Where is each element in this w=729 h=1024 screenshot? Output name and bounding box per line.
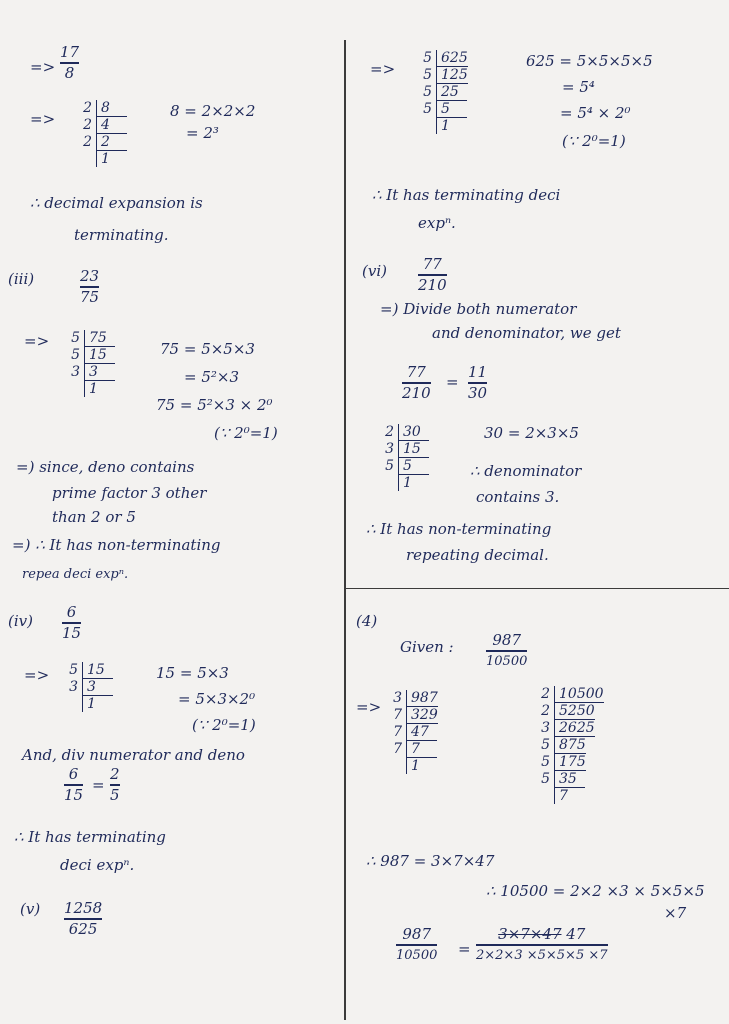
division-ladder-30 [374,424,429,491]
result: ×7 [664,904,687,922]
denominator: 30 [468,383,488,402]
fraction-11-30 [468,364,487,402]
ladder-row [412,118,468,134]
equation: 8 = 2×2×2 [170,102,256,120]
arrow: => [24,332,50,350]
conclusion: ∴ It has terminating deci [372,186,561,204]
quotient: 5250 [555,703,595,720]
quotient: 10500 [555,686,604,703]
statement: =) Divide both numerator [380,300,577,318]
divisor: 2 [72,134,97,151]
divisor [412,118,437,134]
column-divider [344,40,346,1020]
ladder-row [72,151,127,167]
denominator: 75 [80,287,100,306]
denominator: 210 [402,383,431,402]
denominator: 10500 [396,947,438,963]
quotient: 5 [399,458,429,475]
division-ladder-75 [60,330,115,397]
ladder-row [60,364,115,381]
result: ∴ 987 = 3×7×47 [366,852,495,870]
ladder-row [374,458,429,475]
ladder-row [382,707,438,724]
equation: (∵ 2⁰=1) [562,132,626,150]
numerator: 6 [66,603,77,621]
quotient: 4 [97,117,127,134]
statement: And, div numerator and deno [22,746,245,764]
divisor: 7 [382,741,407,758]
divisor [374,475,399,491]
conclusion: =) ∴ It has non-terminating [12,536,221,554]
numerator: 23 [80,267,100,285]
numerator: 77 [406,363,426,381]
divisor: 5 [412,67,437,84]
quotient: 2625 [555,720,595,737]
arrow: => [24,666,50,684]
numerator: 77 [422,255,442,273]
numerator: 987 [492,631,521,649]
division-ladder-10500 [530,686,604,804]
simplified-fraction [476,926,608,964]
ladder-row [382,758,438,774]
ladder-row [60,330,115,347]
conclusion: repea deci expⁿ. [22,567,129,582]
equation: 75 = 5×5×3 [160,340,255,358]
divisor: 3 [60,364,85,381]
quotient: 75 [85,330,115,347]
statement: and denominator, we get [432,324,621,342]
equation: 625 = 5×5×5×5 [526,52,653,70]
fraction-6-15 [64,766,83,804]
divisor: 2 [72,117,97,134]
ladder-row [60,347,115,364]
ladder-row [530,720,604,737]
arrow: => [30,58,56,76]
divisor: 5 [412,84,437,101]
equation: = 5²×3 [184,368,240,386]
result: ∴ 10500 = 2×2 ×3 × 5×5×5 [486,882,705,900]
equation: (∵ 2⁰=1) [192,716,256,734]
divisor: 3 [58,679,83,696]
divisor [72,151,97,167]
quotient: 987 [407,690,438,707]
ladder-row [530,771,604,788]
fraction-17-8 [60,44,79,82]
ladder-row [374,424,429,441]
division-ladder-8 [72,100,127,167]
quotient: 125 [437,67,468,84]
equation: 30 = 2×3×5 [484,424,579,442]
quotient: 3 [83,679,113,696]
cancelled-factors: 3×7×47 [498,925,562,943]
ladder-row [374,475,429,491]
ladder-row [530,686,604,703]
remaining-factor: 47 [566,925,586,943]
conclusion: ∴ decimal expansion is [30,194,203,212]
ladder-row [72,134,127,151]
divisor: 5 [530,771,555,788]
denominator: 625 [68,919,98,938]
ladder-row [72,100,127,117]
divisor: 7 [382,707,407,724]
part-label: (vi) [362,262,387,280]
ladder-row [60,381,115,397]
quotient: 7 [407,741,437,758]
equals-sign: = [92,776,105,794]
divisor: 5 [58,662,83,679]
fraction-2-5 [110,766,120,804]
numerator: 17 [60,43,80,61]
reason: =) since, deno contains [16,458,195,476]
ladder-row [412,50,468,67]
equation: = 5×3×2⁰ [178,690,256,708]
division-ladder-987 [382,690,438,774]
divisor [60,381,85,397]
quotient: 5 [437,101,467,118]
part-label: (v) [20,900,41,918]
divisor: 5 [60,330,85,347]
ladder-row [374,441,429,458]
ladder-row [58,662,113,679]
ladder-row [58,679,113,696]
quotient: 30 [399,424,429,441]
divisor: 5 [412,50,437,67]
equation: (∵ 2⁰=1) [214,424,278,442]
fraction-987-10500 [486,632,527,670]
equation: = 5⁴ [562,78,595,96]
denominator: 8 [64,63,75,82]
numerator: 987 [402,925,431,943]
divisor: 5 [412,101,437,118]
denominator: 210 [418,275,447,294]
quotient: 7 [559,788,568,804]
reason: than 2 or 5 [52,508,136,526]
conclusion: repeating decimal. [406,546,549,564]
divisor: 5 [60,347,85,364]
denominator: 10500 [486,653,528,669]
divisor [382,758,407,774]
divisor: 5 [530,737,555,754]
conclusion: expⁿ. [418,214,456,232]
fraction-77-210 [418,256,447,294]
numerator: 6 [68,765,79,783]
part-label: (iv) [8,612,33,630]
equation: = 5⁴ × 2⁰ [560,104,631,122]
ladder-row [530,737,604,754]
numerator: 11 [468,363,488,381]
divisor: 3 [382,690,407,707]
quotient: 1 [101,151,110,167]
divisor: 3 [374,441,399,458]
numerator [498,926,585,943]
quotient: 1 [403,475,412,491]
ladder-row [382,690,438,707]
ladder-row [412,67,468,84]
quotient: 175 [555,754,586,771]
divisor: 5 [530,754,555,771]
quotient: 625 [437,50,468,67]
equation: 75 = 5²×3 × 2⁰ [156,396,273,414]
quotient: 875 [555,737,586,754]
ladder-row [412,84,468,101]
part-label: (iii) [8,270,35,288]
fraction-23-75 [80,268,99,306]
quotient: 3 [85,364,115,381]
fraction-77-210 [402,364,431,402]
equation: = 2³ [186,124,219,142]
reason: prime factor 3 other [52,484,207,502]
quotient: 8 [97,100,127,117]
quotient: 15 [83,662,113,679]
denominator: 15 [62,623,82,642]
equals-sign: = [446,373,459,391]
given-label: Given : [400,638,454,656]
divisor: 2 [530,686,555,703]
arrow: => [30,110,56,128]
denominator: 2×2×3 ×5×5×5 ×7 [476,947,608,963]
divisor: 2 [72,100,97,117]
quotient: 35 [555,771,585,788]
conclusion: ∴ It has terminating [14,828,166,846]
section-divider [346,588,729,589]
fraction-987-10500 [396,926,437,964]
quotient: 1 [87,696,96,712]
question-label: (4) [356,612,378,630]
quotient: 1 [411,758,420,774]
quotient: 1 [89,381,98,397]
arrow: => [370,60,396,78]
division-ladder-625 [412,50,468,134]
ladder-row [530,788,604,804]
divisor [58,696,83,712]
reason: contains 3. [476,488,560,506]
ladder-row [382,724,438,741]
equals-sign: = [458,940,471,958]
ladder-row [412,101,468,118]
equation: 15 = 5×3 [156,664,229,682]
quotient: 15 [399,441,429,458]
divisor: 7 [382,724,407,741]
quotient: 329 [407,707,438,724]
arrow: => [356,698,382,716]
quotient: 2 [97,134,127,151]
divisor: 2 [374,424,399,441]
divisor: 2 [530,703,555,720]
ladder-row [530,703,604,720]
numerator: 1258 [64,899,103,917]
division-ladder-15 [58,662,113,712]
divisor [530,788,555,804]
ladder-row [530,754,604,771]
quotient: 15 [85,347,115,364]
fraction-1258-625 [64,900,102,938]
fraction-6-15 [62,604,81,642]
ladder-row [382,741,438,758]
quotient: 1 [441,118,450,134]
denominator: 5 [110,785,120,804]
divisor: 5 [374,458,399,475]
conclusion: deci expⁿ. [60,856,135,874]
ladder-row [58,696,113,712]
denominator: 15 [64,785,84,804]
numerator: 2 [110,765,120,783]
quotient: 47 [407,724,437,741]
divisor: 3 [530,720,555,737]
conclusion: terminating. [74,226,169,244]
quotient: 25 [437,84,467,101]
ladder-row [72,117,127,134]
conclusion: ∴ It has non-terminating [366,520,552,538]
reason: ∴ denominator [470,462,582,480]
